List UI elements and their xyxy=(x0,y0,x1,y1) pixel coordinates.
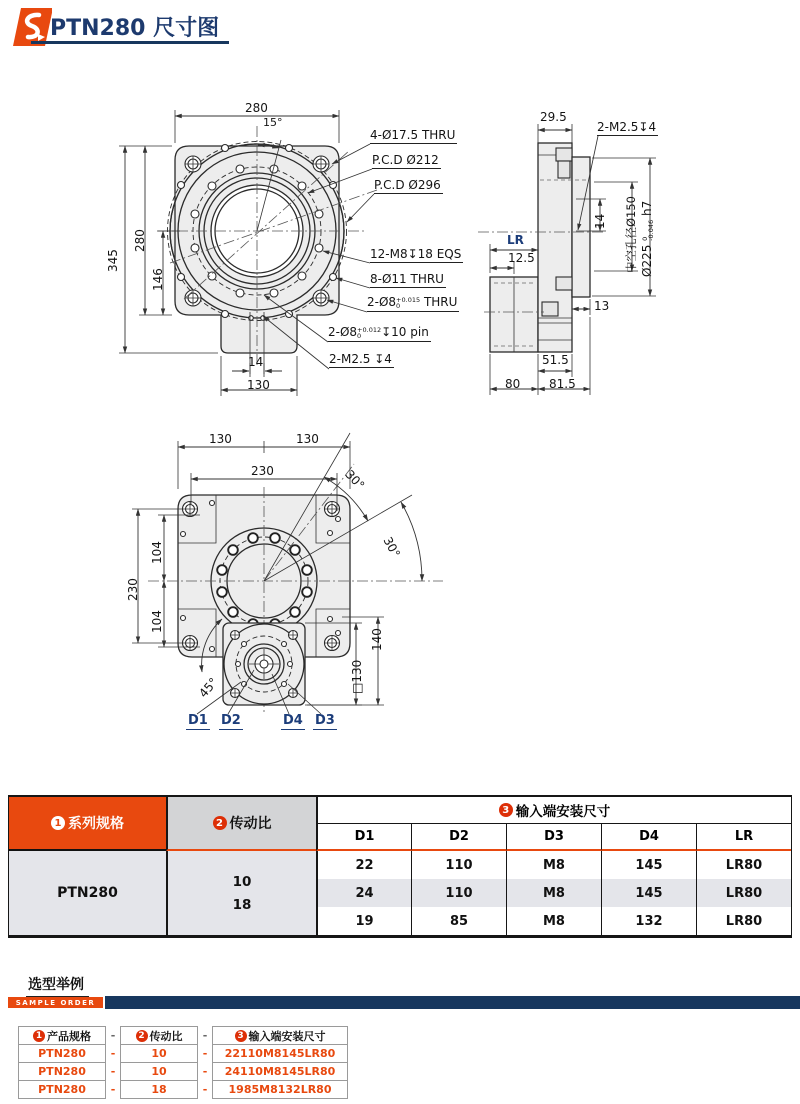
sample-order-navy-bar xyxy=(105,996,800,1009)
sample-cell: 10 xyxy=(121,1044,197,1062)
dim-sq130: □130 xyxy=(350,659,364,694)
dim-130-a: 130 xyxy=(209,432,232,446)
input-header-cell: 3 输入端安装尺寸 xyxy=(316,797,791,824)
cell-r3-d4: 132 xyxy=(601,907,696,935)
cell-r2-d3: M8 xyxy=(506,879,601,907)
dim-230-top: 230 xyxy=(251,464,274,478)
callout-pcd296: P.C.D Ø296 xyxy=(374,178,441,192)
ratio-header-cell: 2 传动比 xyxy=(166,797,316,851)
cell-r2-lr: LR80 xyxy=(696,879,791,907)
dim-side-14: 14 xyxy=(593,213,607,229)
col-header-d3: D3 xyxy=(506,824,601,851)
badge-1: 1 xyxy=(51,816,65,830)
series-header-cell: 1 系列规格 xyxy=(9,797,166,851)
dim-345: 345 xyxy=(106,249,120,272)
sample-header-input: 3 输入端安装尺寸 xyxy=(213,1027,347,1044)
dim-130-b: 130 xyxy=(296,432,319,446)
cell-r1-d2: 110 xyxy=(411,851,506,879)
badge-3: 3 xyxy=(499,803,513,817)
sample-col-input xyxy=(212,1026,348,1099)
sample-cell: PTN280 xyxy=(19,1080,105,1098)
callout-2xd8-pin: 2-Ø8 +0.012 0 ↧10 pin xyxy=(328,325,429,340)
cell-r1-d4: 145 xyxy=(601,851,696,879)
sample-dash-column: - - - - xyxy=(110,1028,116,1096)
cell-r3-d1: 19 xyxy=(316,907,411,935)
callout-12xm8: 12-M8↧18 EQS xyxy=(370,247,462,261)
label-d4: D4 xyxy=(283,713,303,728)
cell-r3-lr: LR80 xyxy=(696,907,791,935)
sample-cell: 1985M8132LR80 xyxy=(213,1080,347,1098)
sample-cell: 22110M8145LR80 xyxy=(213,1044,347,1062)
cell-r1-lr: LR80 xyxy=(696,851,791,879)
sample-header-ratio: 2 传动比 xyxy=(121,1027,197,1044)
col-header-d4: D4 xyxy=(601,824,696,851)
sample-cell: PTN280 xyxy=(19,1062,105,1080)
dim-104-a: 104 xyxy=(150,541,164,564)
series-value-cell: PTN280 xyxy=(9,851,166,935)
sample-cell: PTN280 xyxy=(19,1044,105,1062)
title-underline xyxy=(31,41,229,44)
dim-51-5: 51.5 xyxy=(542,353,569,367)
cell-r2-d2: 110 xyxy=(411,879,506,907)
cell-r2-d1: 24 xyxy=(316,879,411,907)
dim-30-a: 30° xyxy=(342,467,368,493)
sample-cell: 24110M8145LR80 xyxy=(213,1062,347,1080)
callout-side-m2-5: 2-M2.5↧4 xyxy=(597,120,657,134)
sample-cell: 10 xyxy=(121,1062,197,1080)
callout-2xd8-thru: 2-Ø8 +0.015 0 THRU xyxy=(367,295,458,310)
sample-order-table xyxy=(18,1026,348,1099)
sample-col-product xyxy=(18,1026,106,1099)
sample-cell: 18 xyxy=(121,1080,197,1098)
sample-header-product: 1 产品规格 xyxy=(19,1027,105,1044)
technical-drawing-canvas xyxy=(0,90,800,790)
dim-130: 130 xyxy=(247,378,270,392)
cell-r3-d3: M8 xyxy=(506,907,601,935)
col-header-d1: D1 xyxy=(316,824,411,851)
dim-280-left: 280 xyxy=(133,229,147,252)
cell-r1-d1: 22 xyxy=(316,851,411,879)
cell-r3-d2: 85 xyxy=(411,907,506,935)
dim-104-b: 104 xyxy=(150,610,164,633)
dim-14: 14 xyxy=(248,355,264,369)
callout-pcd212: P.C.D Ø212 xyxy=(372,153,439,167)
page-title: PTN280 尺寸图 xyxy=(50,16,220,41)
bottom-view xyxy=(132,433,443,714)
label-d225-h7: Ø225 0 -0.046 h7 xyxy=(640,200,655,277)
sample-order-banner: SAMPLE ORDER xyxy=(8,997,103,1008)
dim-81-5: 81.5 xyxy=(549,377,576,391)
col-header-lr: LR xyxy=(696,824,791,851)
cell-r1-d3: M8 xyxy=(506,851,601,879)
label-d2: D2 xyxy=(221,713,241,728)
cell-r2-d4: 145 xyxy=(601,879,696,907)
label-d1: D1 xyxy=(188,713,208,728)
dim-80: 80 xyxy=(505,377,521,391)
dim-12-5: 12.5 xyxy=(508,251,535,265)
dim-146: 146 xyxy=(151,268,165,291)
label-hollow-bore: 中空孔径Ø150 xyxy=(624,195,638,273)
callout-2xm2-5: 2-M2.5 ↧4 xyxy=(329,352,392,366)
dim-280-top: 280 xyxy=(245,101,268,115)
callout-4xd17-5: 4-Ø17.5 THRU xyxy=(370,128,456,142)
dim-13: 13 xyxy=(594,299,610,313)
dim-140: 140 xyxy=(370,628,384,651)
ratio-value-cell: 10 18 xyxy=(166,851,316,935)
dim-lr: LR xyxy=(507,233,524,247)
badge-2: 2 xyxy=(213,816,227,830)
dim-230-left: 230 xyxy=(126,578,140,601)
dim-29-5: 29.5 xyxy=(540,110,567,124)
spec-table xyxy=(8,795,792,938)
label-d3: D3 xyxy=(315,713,335,728)
dim-30-b: 30° xyxy=(380,534,403,560)
col-header-d2: D2 xyxy=(411,824,506,851)
sample-order-title: 选型举例 xyxy=(26,974,89,998)
sample-dash-column: - - - - xyxy=(202,1028,208,1096)
callout-8xd11: 8-Ø11 THRU xyxy=(370,272,444,286)
dim-15deg: 15° xyxy=(263,116,283,129)
dim-45deg: 45° xyxy=(196,675,221,701)
sample-col-ratio xyxy=(120,1026,198,1099)
